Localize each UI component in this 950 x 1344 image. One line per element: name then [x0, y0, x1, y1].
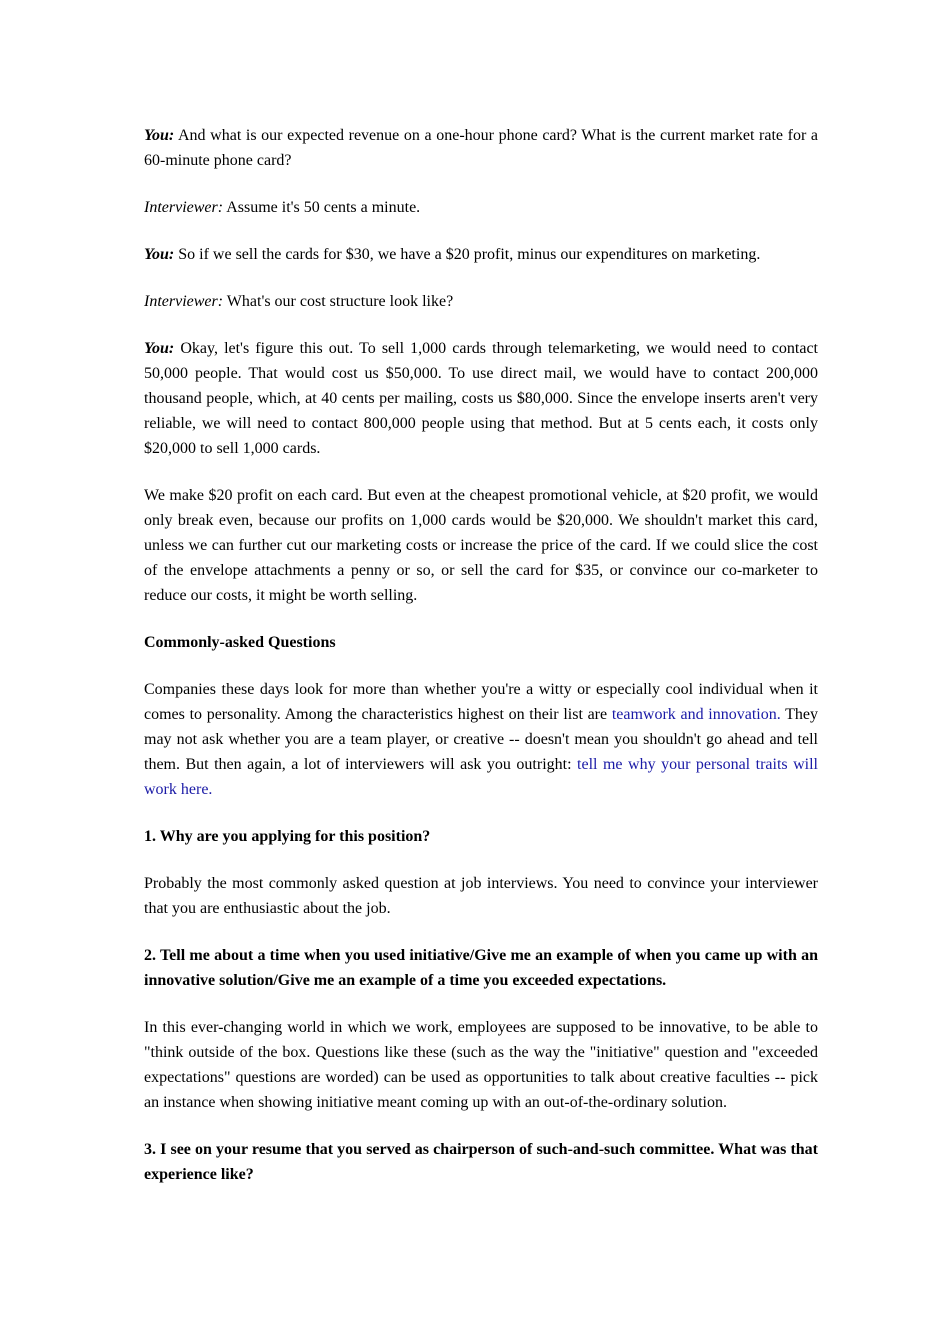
question-body: Probably the most commonly asked question at job interviews. You need to convince your interviewer that you are enthusiastic about the job. [144, 875, 818, 917]
teamwork-link[interactable]: teamwork and innovation. [611, 706, 781, 723]
intro-text: Companies these days look for more than whether you're a witty or especially cool individual when it comes to personality. Among the characteristics highest on their list are [144, 681, 818, 723]
dialogue-text: Assume it's 50 cents a minute. [226, 199, 421, 216]
speaker-label: You: [144, 127, 175, 144]
question-heading: 1. Why are you applying for this position? [144, 828, 431, 845]
dialogue-line [144, 336, 818, 461]
question-heading: 3. I see on your resume that you served as chairperson of such-and-such committee. What was that experience like? [144, 1141, 818, 1183]
document-page [144, 123, 818, 1209]
profit-paragraph: We make $20 profit on each card. But even at the cheapest promotional vehicle, at $20 profit, we would only break even, because our profits on 1,000 cards would be $20,000. We shouldn't market this card, unless we can further cut our marketing costs or increase the price of the card. If we could slice the cost of the envelope attachments a penny or so, or sell the card for $35, or convince our co-marketer to reduce our costs, it might be worth selling. [144, 487, 818, 604]
dialogue-text: And what is our expected revenue on a one-hour phone card? What is the current market rate for a 60-minute phone card? [144, 127, 818, 169]
speaker-label: You: [144, 246, 175, 263]
dialogue-text: So if we sell the cards for $30, we have a $20 profit, minus our expenditures on marketing. [178, 246, 761, 263]
speaker-label: Interviewer: [144, 199, 224, 216]
dialogue-line [144, 289, 818, 314]
intro-paragraph [144, 677, 818, 802]
speaker-label: Interviewer: [144, 293, 224, 310]
dialogue-text: What's our cost structure look like? [226, 293, 454, 310]
dialogue-line [144, 242, 818, 267]
dialogue-text: Okay, let's figure this out. To sell 1,000 cards through telemarketing, we would need to contact 50,000 people. That would cost us $50,000. To use direct mail, we would have to contact 200,000 thousand people, which, at 40 cents per mailing, costs us $80,000. Since the envelope inserts aren't very reliable, we will need to contact 800,000 people using that method. But at 5 cents each, it costs only $20,000 to sell 1,000 cards. [144, 340, 819, 457]
question-body: In this ever-changing world in which we work, employees are supposed to be innovative, to be able to "think outside of the box. Questions like these (such as the way the "initiative" question and "exceeded expectations" questions are worded) can be used as opportunities to talk about creative faculties -- pick an instance when showing initiative meant coming up with an out-of-the-ordinary solution. [144, 1019, 818, 1111]
section-heading: Commonly-asked Questions [144, 634, 336, 651]
personal-traits-link[interactable]: tell me why your personal traits will work here. [144, 756, 819, 798]
dialogue-line [144, 123, 818, 173]
speaker-label: You: [144, 340, 175, 357]
intro-text: They may not ask whether you are a team player, or creative -- doesn't mean you shouldn't go ahead and tell them. But then again, a lot of interviewers will ask you outright: [144, 706, 818, 773]
question-heading: 2. Tell me about a time when you used initiative/Give me an example of when you came up with an innovative solution/Give me an example of a time you exceeded expectations. [144, 947, 818, 989]
dialogue-line [144, 195, 818, 220]
